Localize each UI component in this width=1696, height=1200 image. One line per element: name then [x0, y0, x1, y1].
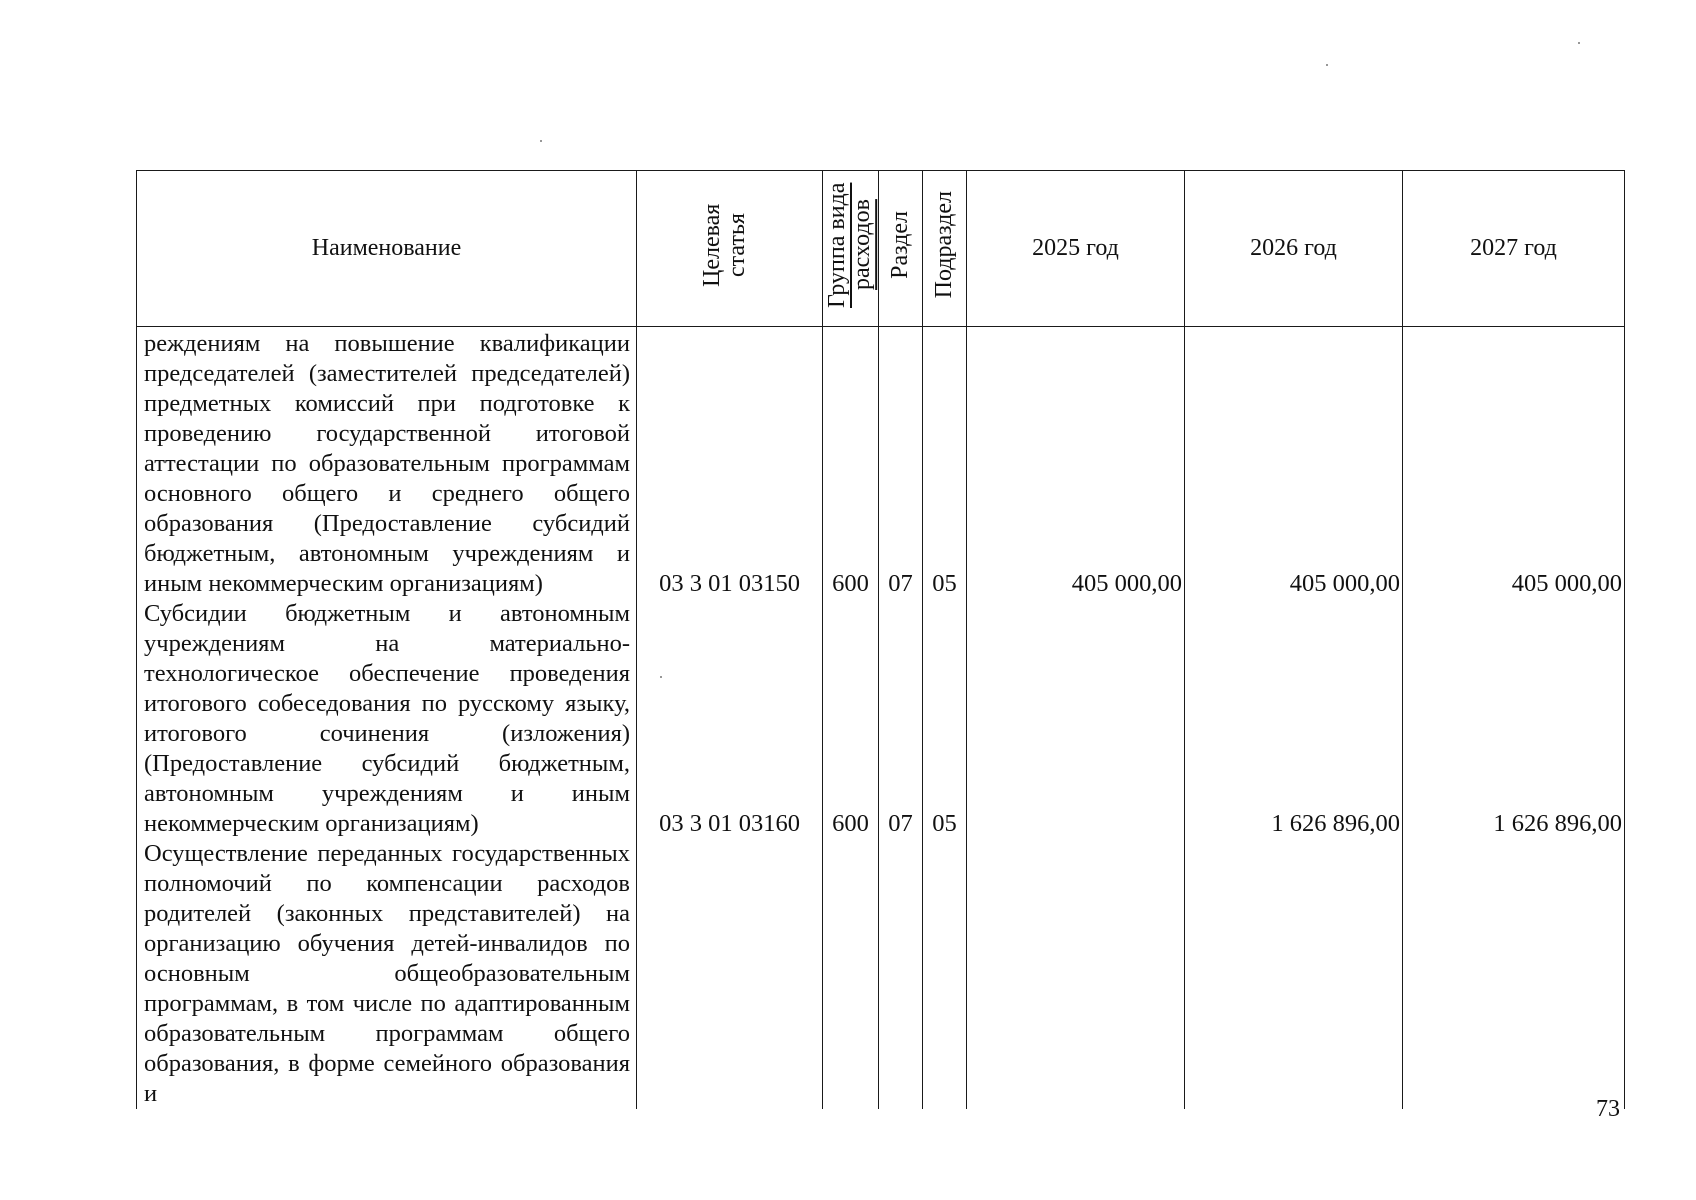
row-amount-2025: 405 000,00 — [1071, 570, 1182, 597]
scan-speck — [540, 140, 542, 142]
row-expense-group: 600 — [832, 810, 869, 837]
header-section: Раздел — [879, 171, 923, 327]
section-column — [879, 327, 923, 1110]
header-year-2027: 2027 год — [1403, 171, 1625, 327]
budget-table — [136, 170, 1625, 1109]
header-name: Наименование — [137, 171, 637, 327]
row-expense-group: 600 — [832, 570, 869, 597]
row-amount-2026: 1 626 896,00 — [1271, 810, 1400, 837]
page-number: 73 — [1596, 1096, 1620, 1122]
year-2027-column — [1403, 327, 1625, 1110]
header-year-2026: 2026 год — [1185, 171, 1403, 327]
row-name: Осуществление переданных государственных полномочий по компенсации расходов родителей (законных представителей) на организацию обучения детей-инвалидов по основным общеобразовательным программам, в том числе по адаптированным образовательным программам общего образования, в форме семейного образования и — [144, 840, 630, 1107]
header-expense-group: Группа вида расходов — [823, 171, 879, 327]
subsection-column — [923, 327, 967, 1110]
row-amount-2027: 1 626 896,00 — [1493, 810, 1622, 837]
expense-group-column — [823, 327, 879, 1110]
row-name: Субсидии бюджетным и автономным учреждениям на материально-технологическое обеспечение проведения итогового собеседования по русскому языку, итогового сочинения (изложения) (Предоставление субсидий бюджетным, автономным учреждениям и иным некоммерческим организациям) — [144, 600, 630, 837]
year-2025-column — [967, 327, 1185, 1110]
year-2026-column — [1185, 327, 1403, 1110]
row-section: 07 — [888, 570, 913, 597]
row-subsection: 05 — [932, 570, 957, 597]
table-body-row — [137, 327, 1625, 1110]
name-column — [137, 327, 637, 1110]
row-target-article: 03 3 01 03150 — [659, 570, 800, 597]
row-subsection: 05 — [932, 810, 957, 837]
row-name: реждениям на повышение квалификации председателей (заместителей председателей) предметных комиссий при подготовке к проведению государственной итоговой аттестации по образовательным программам основного общего и среднего общего образования (Предоставление субсидий бюджетным, автономным учреждениям и иным некоммерческим организациям) — [144, 330, 630, 597]
row-target-article: 03 3 01 03160 — [659, 810, 800, 837]
header-year-2025: 2025 год — [967, 171, 1185, 327]
scan-speck — [1326, 64, 1328, 66]
row-section: 07 — [888, 810, 913, 837]
table-header-row — [137, 171, 1625, 327]
scan-speck — [1578, 42, 1580, 44]
header-subsection: Подраздел — [923, 171, 967, 327]
row-amount-2027: 405 000,00 — [1511, 570, 1622, 597]
row-amount-2026: 405 000,00 — [1289, 570, 1400, 597]
header-target-article: Целевая статья — [637, 171, 823, 327]
target-article-column — [637, 327, 823, 1110]
